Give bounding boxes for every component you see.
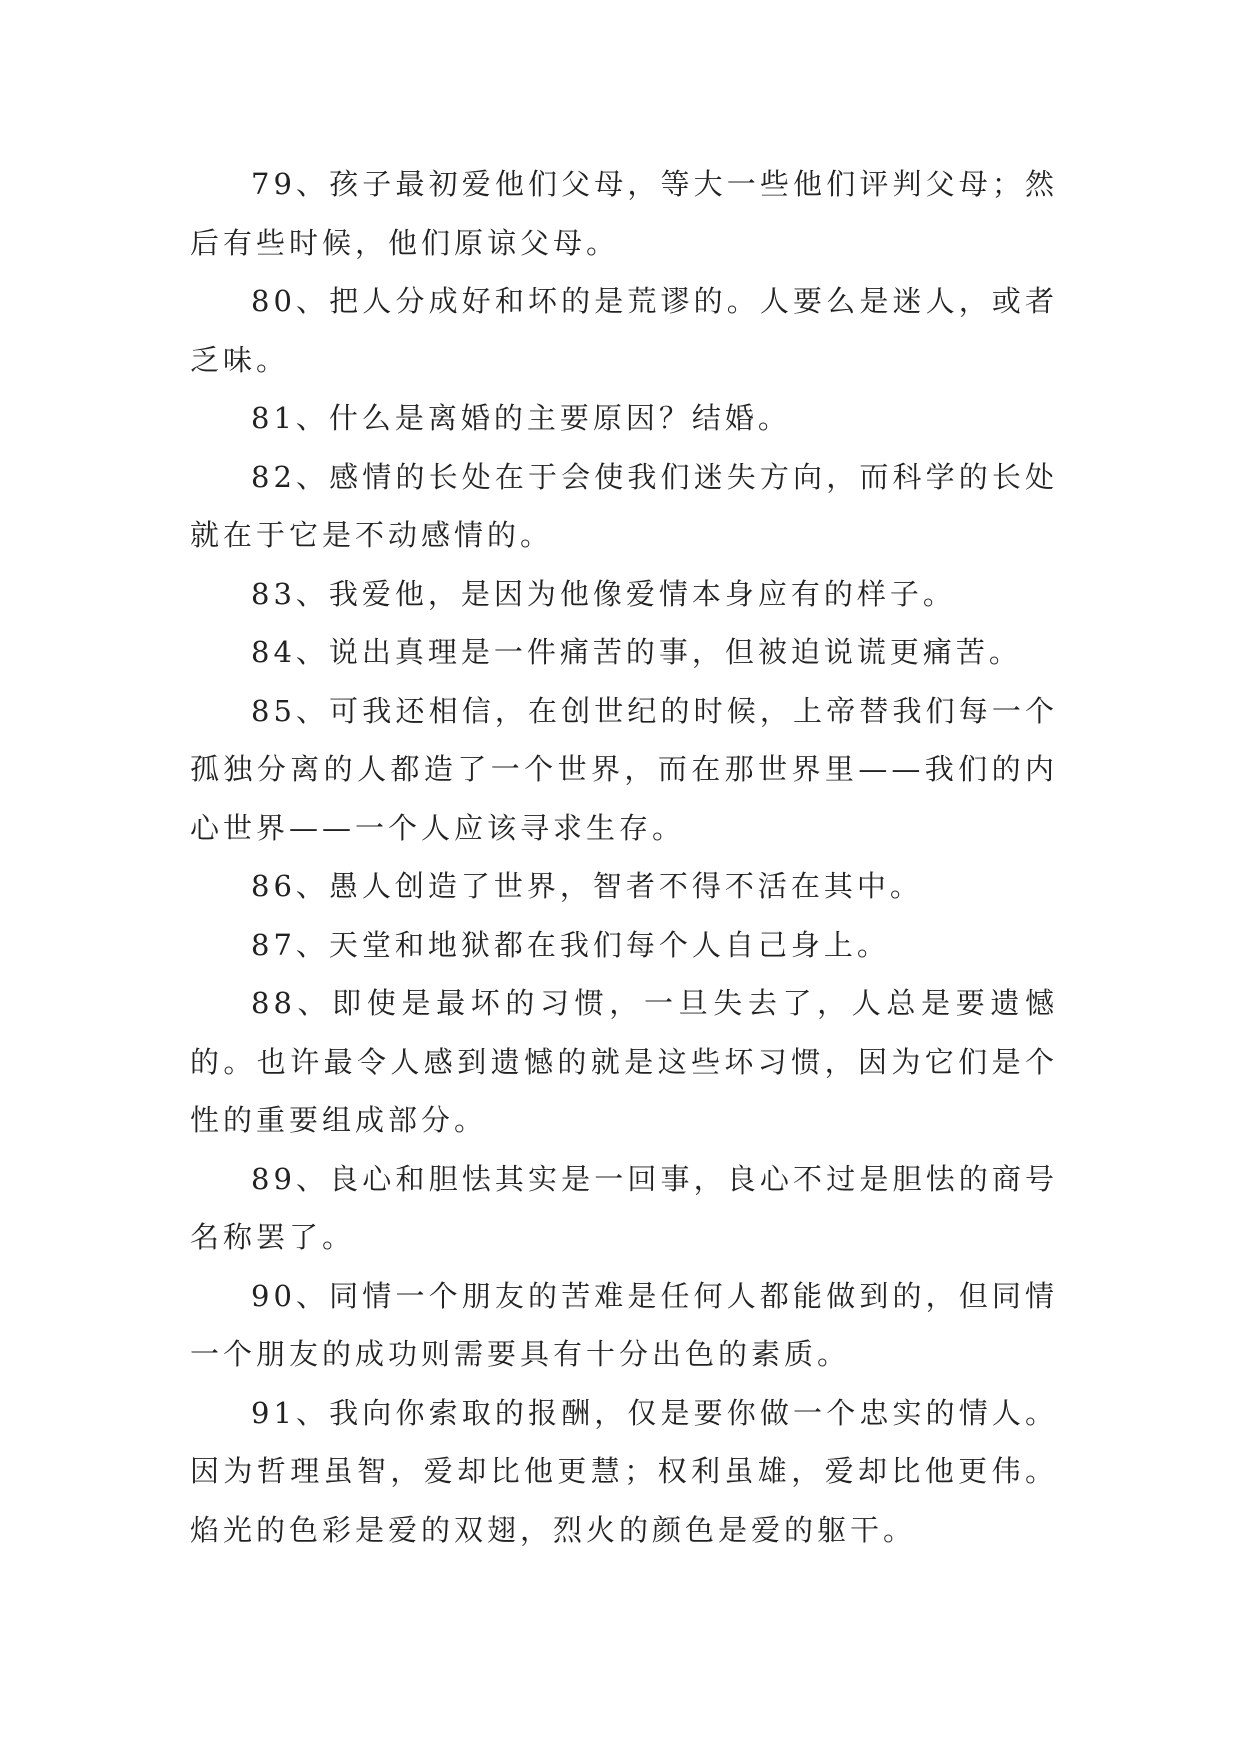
- quote-80: 80、把人分成好和坏的是荒谬的。人要么是迷人，或者乏味。: [190, 284, 1058, 377]
- quote-86: 86、愚人创造了世界，智者不得不活在其中。: [251, 869, 923, 903]
- quote-79: 79、孩子最初爱他们父母，等大一些他们评判父母；然后有些时候，他们原谅父母。: [190, 167, 1058, 260]
- quote-list: [190, 155, 1058, 1559]
- quote-81: 81、什么是离婚的主要原因？结婚。: [251, 401, 791, 435]
- quote-82: 82、感情的长处在于会使我们迷失方向，而科学的长处就在于它是不动感情的。: [190, 459, 1058, 552]
- quote-87: 87、天堂和地狱都在我们每个人自己身上。: [251, 927, 890, 962]
- quote-85: 85、可我还相信，在创世纪的时候，上帝替我们每一个孤独分离的人都造了一个世界，而在那世界里——我们的内心世界——一个人应该寻求生存。: [190, 693, 1058, 845]
- quote-83: 83、我爱他，是因为他像爱情本身应有的样子。: [251, 576, 956, 611]
- quote-91: 91、我向你索取的报酬，仅是要你做一个忠实的情人。因为哲理虽智，爱却比他更慧；权利虽雄，爱却比他更伟。焰光的色彩是爱的双翅，烈火的颜色是爱的躯干。: [190, 1395, 1058, 1547]
- quote-88: 88、即使是最坏的习惯，一旦失去了，人总是要遗憾的。也许最令人感到遗憾的就是这些坏习惯，因为它们是个性的重要组成部分。: [190, 986, 1058, 1137]
- quote-84: 84、说出真理是一件痛苦的事，但被迫说谎更痛苦。: [251, 635, 1022, 669]
- quote-89: 89、良心和胆怯其实是一回事，良心不过是胆怯的商号名称罢了。: [190, 1161, 1058, 1254]
- quote-90: 90、同情一个朋友的苦难是任何人都能做到的，但同情一个朋友的成功则需要具有十分出色的素质。: [190, 1278, 1058, 1371]
